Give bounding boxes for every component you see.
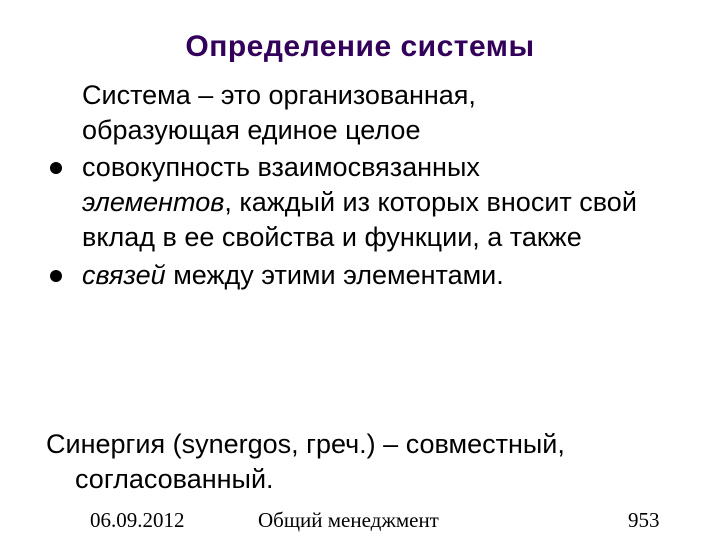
bullet-text — [82, 258, 686, 293]
synergy-line-1: Синергия (synergos, греч.) – совместный, — [46, 429, 565, 459]
bullet-rest-text: между этими элементами. — [165, 260, 504, 290]
footer-date: 06.09.2012 — [90, 508, 185, 532]
footer-page-number: 953 — [628, 508, 660, 532]
bullet-icon — [50, 258, 74, 293]
intro-text — [46, 78, 686, 148]
bullet-text — [82, 150, 686, 255]
bullet-icon — [50, 150, 74, 185]
synergy-line-2: согласованный. — [75, 464, 274, 494]
bullet-lead-text: совокупность взаимосвязанных — [82, 152, 480, 182]
italic-term: элементов — [82, 187, 225, 217]
slide-title: Определение системы — [185, 30, 535, 63]
slide-body — [46, 78, 686, 293]
bullet-item-links — [46, 258, 686, 293]
intro-line-1: Система – это организованная, — [82, 80, 476, 110]
bullet-item-elements — [46, 150, 686, 255]
italic-term: связей — [82, 260, 166, 290]
footer-title: Общий менеджмент — [258, 508, 439, 532]
intro-line-2: образующая единое целое — [82, 115, 421, 145]
bullet-rest-text: , каждый из которых вносит свой вклад в ее свойства и функции, а также — [82, 187, 637, 252]
synergy-definition — [46, 427, 696, 497]
